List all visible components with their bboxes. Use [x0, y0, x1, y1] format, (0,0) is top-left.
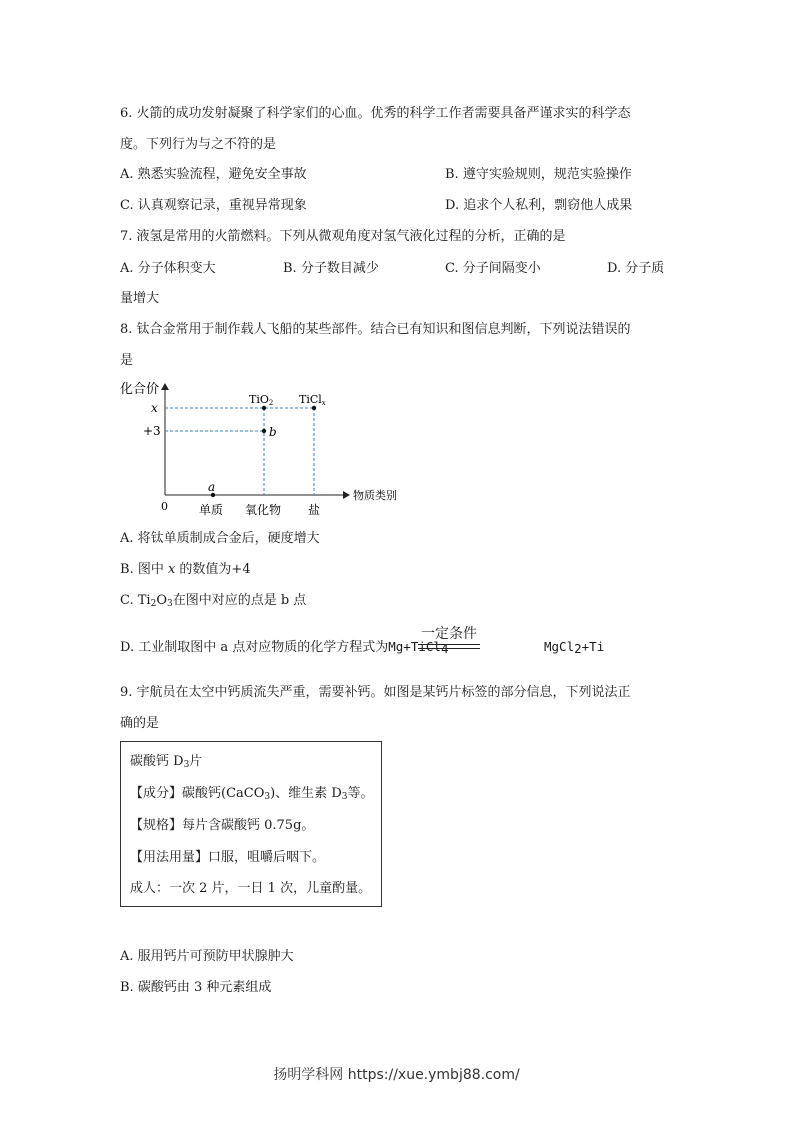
category-element: 单质 — [199, 503, 224, 517]
equation-double-line — [418, 644, 480, 649]
category-oxide: 氧化物 — [245, 503, 282, 517]
label-ingredients-post: 等。 — [347, 786, 374, 801]
equation-left: Mg+TiCl — [388, 639, 441, 654]
point-ticlx-label: TiClx — [299, 393, 326, 407]
y-tick-x: x — [151, 401, 158, 415]
q8-stem-line2: 是 — [120, 353, 134, 368]
point-tio2-label: TiO2 — [249, 393, 274, 407]
calcium-tablet-label — [120, 741, 382, 907]
point-b-label: b — [269, 425, 277, 439]
q9-option-b: B. 碳酸钙由 3 种元素组成 — [120, 980, 272, 995]
q7-option-d: D. 分子质 — [607, 261, 665, 276]
point-tio2 — [262, 406, 266, 410]
q8-option-d — [120, 638, 448, 658]
q9-stem-line1: 9. 宇航员在太空中钙质流失严重，需要补钙。如图是某钙片标签的部分信息，下列说法正 — [120, 685, 631, 700]
q7-option-d-continued: 量增大 — [120, 291, 160, 306]
q8-option-c-sub2: 3 — [166, 599, 173, 609]
equation-condition-arrow — [418, 627, 480, 649]
label-usage: 【用法用量】口服，咀嚼后咽下。 — [130, 850, 326, 865]
q8-option-c-pre: C. Ti — [120, 593, 151, 608]
q6-stem-line2: 度。下列行为与之不符的是 — [120, 137, 277, 152]
q7-option-b: B. 分子数目减少 — [283, 261, 379, 276]
q8-option-c — [120, 592, 306, 613]
label-ingredients-sub2: 3 — [341, 792, 348, 802]
label-ingredients-pre: 【成分】碳酸钙(CaCO — [130, 786, 265, 801]
point-b — [262, 429, 266, 433]
equation-right — [544, 638, 604, 658]
equation-condition: 一定条件 — [421, 626, 477, 642]
q6-stem-line1: 6. 火箭的成功发射凝聚了科学家们的心血。优秀的科学工作者需要具备严谨求实的科学态 — [120, 106, 631, 121]
q8-option-c-mid: O — [156, 593, 167, 608]
equation-right-sub: 2 — [574, 641, 582, 656]
q6-option-b: B. 遵守实验规则，规范实验操作 — [445, 167, 632, 182]
q8-option-c-post: 在图中对应的点是 b 点 — [172, 593, 307, 608]
q9-stem-line2: 确的是 — [120, 716, 160, 731]
label-ingredients-mid: )、维生素 D — [270, 786, 342, 801]
q8-option-d-pre: D. 工业制取图中 a 点对应物质的化学方程式为 — [120, 640, 389, 655]
label-title-pre: 碳酸钙 D — [130, 754, 184, 769]
label-title-sub: 3 — [183, 760, 190, 770]
q8-option-a: A. 将钛单质制成合金后，硬度增大 — [120, 531, 320, 546]
valence-category-chart — [115, 378, 415, 520]
label-title-post: 片 — [189, 754, 203, 769]
label-spec: 【规格】每片含碳酸钙 0.75g。 — [130, 818, 315, 833]
equation-right-ti: +Ti — [581, 639, 605, 654]
q7-option-c: C. 分子间隔变小 — [445, 261, 541, 276]
q8-option-b-post: 的数值为+4 — [175, 562, 251, 577]
q8-option-b-pre: B. 图中 — [120, 562, 168, 577]
q6-option-c: C. 认真观察记录，重视异常现象 — [120, 198, 307, 213]
x-axis-label: 物质类别 — [353, 489, 397, 502]
label-dose: 成人：一次 2 片，一日 1 次，儿童酌量。 — [130, 881, 372, 896]
y-tick-plus3: +3 — [143, 424, 161, 438]
label-ingredients — [130, 785, 374, 806]
point-ticlx — [312, 406, 316, 410]
q7-stem: 7. 液氢是常用的火箭燃料。下列从微观角度对氢气液化过程的分析，正确的是 — [120, 229, 566, 244]
page-footer: 扬明学科网 https://xue.ymbj88.com/ — [273, 1067, 520, 1083]
equation-left-sub: 4 — [440, 641, 449, 656]
equation-right-formula: MgCl — [544, 639, 575, 654]
origin-label: 0 — [161, 500, 168, 513]
q8-option-b — [120, 561, 251, 579]
q8-option-b-var: x — [167, 562, 176, 577]
y-axis-label: 化合价 — [120, 382, 160, 397]
q9-option-a: A. 服用钙片可预防甲状腺肿大 — [120, 949, 294, 964]
q8-option-c-sub1: 2 — [150, 599, 157, 609]
q7-option-a: A. 分子体积变大 — [120, 261, 216, 276]
q8-stem-line1: 8. 钛合金常用于制作载人飞船的某些部件。结合已有知识和图信息判断，下列说法错误的 — [120, 322, 631, 337]
category-salt: 盐 — [308, 503, 321, 517]
q6-option-a: A. 熟悉实验流程，避免安全事故 — [120, 167, 307, 182]
q6-option-d: D. 追求个人私利，剽窃他人成果 — [445, 198, 633, 213]
label-ingredients-sub1: 3 — [264, 792, 271, 802]
point-a-label: a — [208, 480, 216, 494]
label-title — [130, 753, 202, 774]
